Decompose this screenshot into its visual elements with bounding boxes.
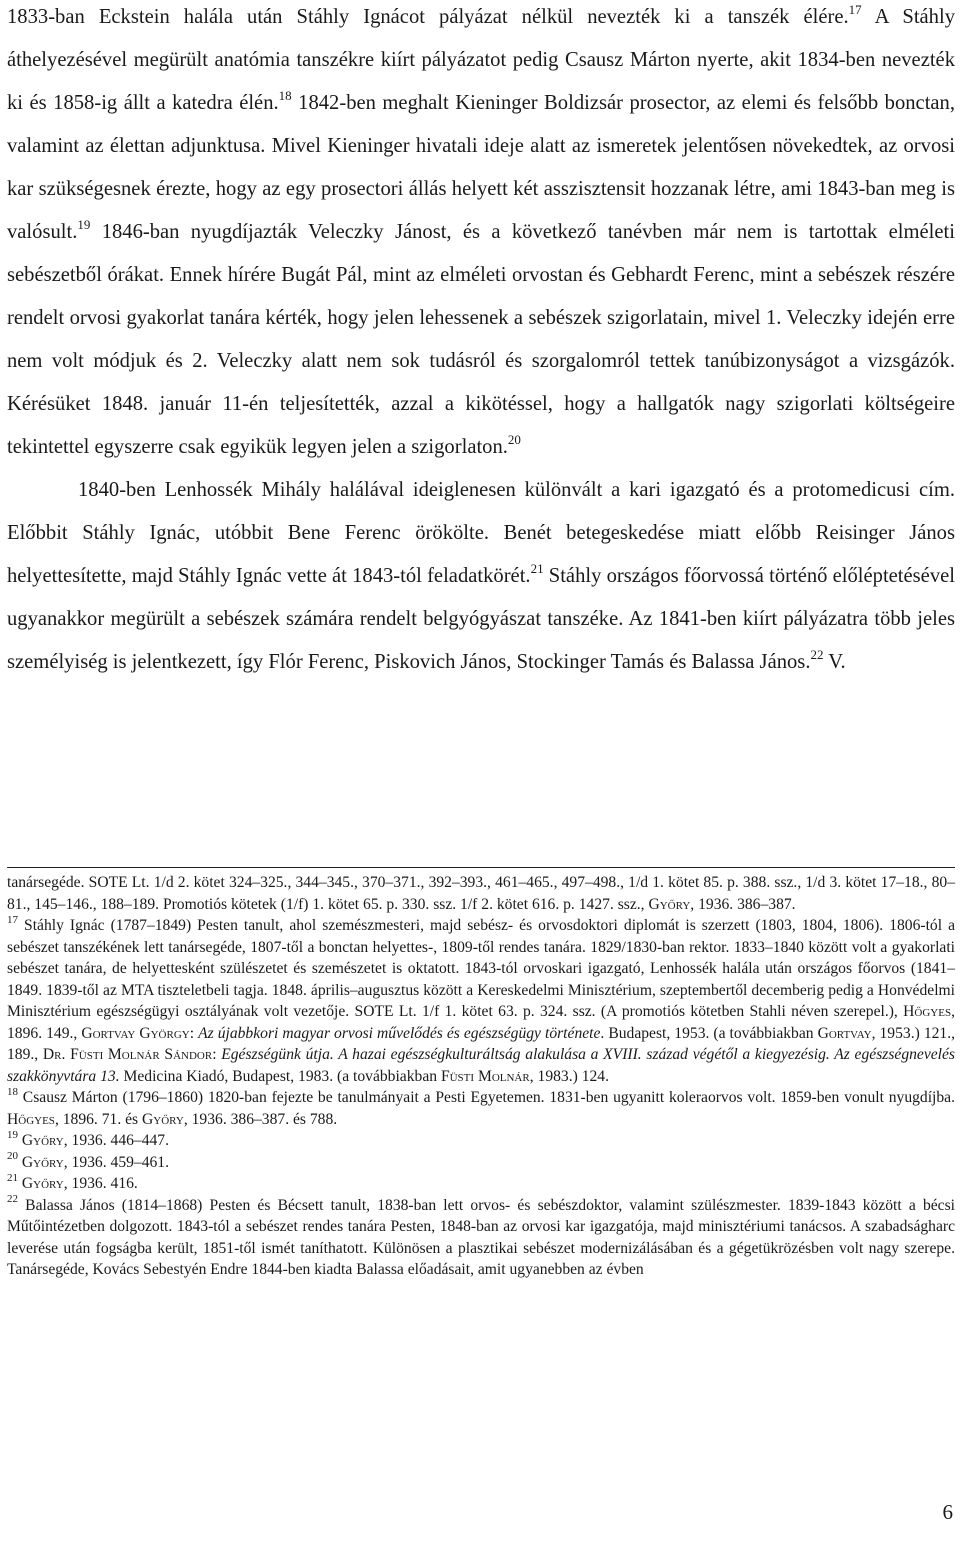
footnote-separator (7, 867, 955, 868)
text-run: , 1936. 416. (63, 1175, 138, 1192)
footnote-19 (7, 1130, 955, 1152)
text-run: Medicina Kiadó, Budapest, 1983. (a továbbiakban (119, 1067, 441, 1085)
footnote-22 (7, 1195, 955, 1281)
footnote-ref-20[interactable]: 20 (507, 432, 521, 448)
text-run: V. (823, 651, 846, 673)
footnote-number: 21 (7, 1171, 18, 1184)
footnote-number: 19 (7, 1128, 18, 1141)
main-text (7, 0, 955, 684)
text-run: tanársegéde. SOTE Lt. 1/d 2. kötet 324–325., 344–345., 370–371., 392–393., 461–465., 497–498., 1/d 1. kötet 85. p. 388. ssz., 1/d 3. kötet 17–18., 80–81., 145–146., 188–189. Promotiós kötetek (1/f) 1. kötet 65. p. 330. ssz. 1/f 2. kötet 616. p. 1427. ssz., (7, 874, 955, 913)
text-run: , 1936. 386–387. és 788. (183, 1110, 338, 1128)
text-run: : (212, 1046, 222, 1063)
text-run: , 1936. 459–461. (63, 1153, 169, 1171)
page-number: 6 (942, 1500, 953, 1524)
text-run: Csausz Márton (1796–1860) 1820-ban fejezte be tanulmányait a Pesti Egyetemen. 1831-ben ugyanitt koleraorvos volt. 1859-ben vonult nyugdíjba. (18, 1089, 955, 1106)
footnote-21 (7, 1173, 955, 1195)
book-title: Egészségünk útja. A hazai egészségkulturáltság alakulása a XVIII. század végétől a kiegyezésig. Az egészségnevelés szakkönyvtára 13. (7, 1046, 955, 1085)
footnote-number: 17 (7, 913, 18, 926)
footnote-ref-22[interactable]: 22 (810, 647, 824, 663)
author-name: Gortvay (817, 1024, 872, 1042)
text-run: , 1953.) 121., 189., (7, 1024, 956, 1063)
footnote-20 (7, 1152, 955, 1174)
author-name: Hőgyes (7, 1110, 55, 1128)
paragraph (7, 0, 955, 469)
author-name: Hőgyes (903, 1003, 952, 1020)
text-run: , 1896. 149., (7, 1003, 955, 1042)
text-run: 1833-ban Eckstein halála után Stáhly Ignácot pályázat nélkül nevezték ki a tanszék élére. (7, 6, 849, 28)
text-run: 1842-ben meghalt Kieninger Boldizsár prosector, az elemi és felsőbb bonctan, valamint az élettan adjunktusa. Mivel Kieninger hivatali ideje alatt az ismeretek jelentősen növekedtek, az orvosi kar szükségesnek érezte, hogy az egy prosectori állás helyett két asszisztensit hozzanak létre, ami 1843-ban meg is valósult. (7, 92, 955, 243)
text-run: , 1936. 386–387. (690, 895, 796, 913)
footnote-continuation (7, 872, 955, 915)
text-run: Stáhly Ignác (1787–1849) Pesten tanult, ahol szemészmesteri, majd sebész- és orvosdoktori diplomát is szerzett (1803, 1804, 1806). 1806-tól a sebészet tanszékének lett tanársegéde, 1807-től a bonctan helyettes-, 1809-től rendes tanára. 1829/1830-ban rektor. 1833–1840 között volt a gyakorlati sebészet tanára, de helyettesként szülészetet és szemészetet is oktatott. 1843-tól orvoskari igazgató, Lenhossék halála után országos főorvos (1841–1849. 1839-től az MTA tiszteletbeli tagja. 1848. április–augusztus között a Kereskedelmi Minisztérium, szeptembertől decemberig pedig a Honvédelmi Minisztérium egészségügyi osztályának volt vezetője. SOTE Lt. 1/f 1. kötet 63. p. 324. ssz. (A promotiós kötetben Stahli néven szerepel.), (7, 917, 955, 1020)
paragraph (7, 469, 955, 684)
footnote-number: 20 (7, 1150, 18, 1163)
text-run: 1840-ben Lenhossék Mihály halálával ideiglenesen különvált a kari igazgató és a protomedicusi cím. Előbbit Stáhly Ignác, utóbbit Bene Ferenc örökölte. Benét betegeskedése miatt előbb Reisinger János helyettesítette, majd Stáhly Ignác vette át 1843-tól feladatkörét. (7, 479, 955, 587)
footnote-number: 18 (7, 1085, 18, 1098)
author-name: Győry (21, 1132, 64, 1149)
book-title: Az újabbkori magyar orvosi művelődés és egészségügy története (198, 1024, 601, 1042)
author-name: Győry (142, 1110, 184, 1128)
text-run: , 1896. 71. és (54, 1110, 142, 1128)
text-run: 1846-ban nyugdíjazták Veleczky Jánost, és a következő tanévben már nem is tartottak elméleti sebészetből órákat. Ennek hírére Bugát Pál, mint az elméleti orvostan és Gebhardt Ferenc, mint a sebészek részére rendelt orvosi gyakorlat tanára kérték, hogy jelen lehessenek a sebészek szigorlatain, mivel 1. Veleczky idején erre nem volt módjuk és 2. Veleczky alatt nem sok tudásról és szorgalomról tettek tanúbizonyságot a vizsgázók. Kérésüket 1848. január 11-én teljesítették, azzal a kikötéssel, hogy a hallgatók nagy szigorlati költségeire tekintettel egyszerre csak egyikük legyen jelen a szigorlaton. (7, 221, 955, 458)
footnote-ref-17[interactable]: 17 (848, 2, 862, 18)
author-name: Dr. Füsti Molnár Sándor (42, 1046, 213, 1063)
author-name: Füsti Molnár (440, 1067, 530, 1085)
footnote-18 (7, 1087, 955, 1130)
text-run: . Budapest, 1953. (a továbbiakban (600, 1024, 818, 1042)
text-run: A Stáhly áthelyezésével megürült anatómia tanszékre kiírt pályázatot pedig Csausz Márton nyerte, akit 1834-ben nevezték ki és 1858-ig állt a katedra élén. (7, 6, 955, 114)
author-name: Gortvay György (81, 1024, 190, 1042)
text-run: Stáhly országos főorvossá történő előléptetésével ugyanakkor megürült a sebészek számára rendelt belgyógyászat tanszéke. Az 1841-ben kiírt pályázatra több jeles személyiség is jelentkezett, így Flór Ferenc, Piskovich János, Stockinger Tamás és Balassa János. (7, 565, 955, 673)
footnotes (7, 872, 955, 1281)
footnote-number: 22 (7, 1193, 18, 1206)
text-run: , 1983.) 124. (529, 1067, 609, 1085)
footnote-ref-21[interactable]: 21 (530, 561, 544, 577)
footnote-ref-19[interactable]: 19 (77, 217, 91, 233)
text-run: , 1936. 446–447. (63, 1132, 169, 1149)
author-name: Győry (648, 895, 691, 913)
text-run: : (189, 1024, 199, 1042)
footnote-17 (7, 915, 955, 1087)
text-run: Balassa János (1814–1868) Pesten és Bécsett tanult, 1838-ban lett orvos- és sebészdoktor, valamint szülészmester. 1839-1843 között a bécsi Műtőintézetben dolgozott. 1843-tól a sebészet rendes tanára Pesten, 1848-ban az orvosi kar igazgatója, majd minisztériumi tanácsos. A szabadságharc leverése után fogságba került, 1851-től ismét taníthatott. Különösen a plasztikai sebészet modernizálásában és a gégetükrözésben volt nagy szerepe. Tanársegéde, Kovács Sebestyén Endre 1844-ben kiadta Balassa előadásait, amit ugyanebben az évben (7, 1196, 955, 1278)
author-name: Győry (21, 1175, 64, 1192)
footnote-ref-18[interactable]: 18 (278, 88, 292, 104)
author-name: Győry (21, 1153, 64, 1171)
